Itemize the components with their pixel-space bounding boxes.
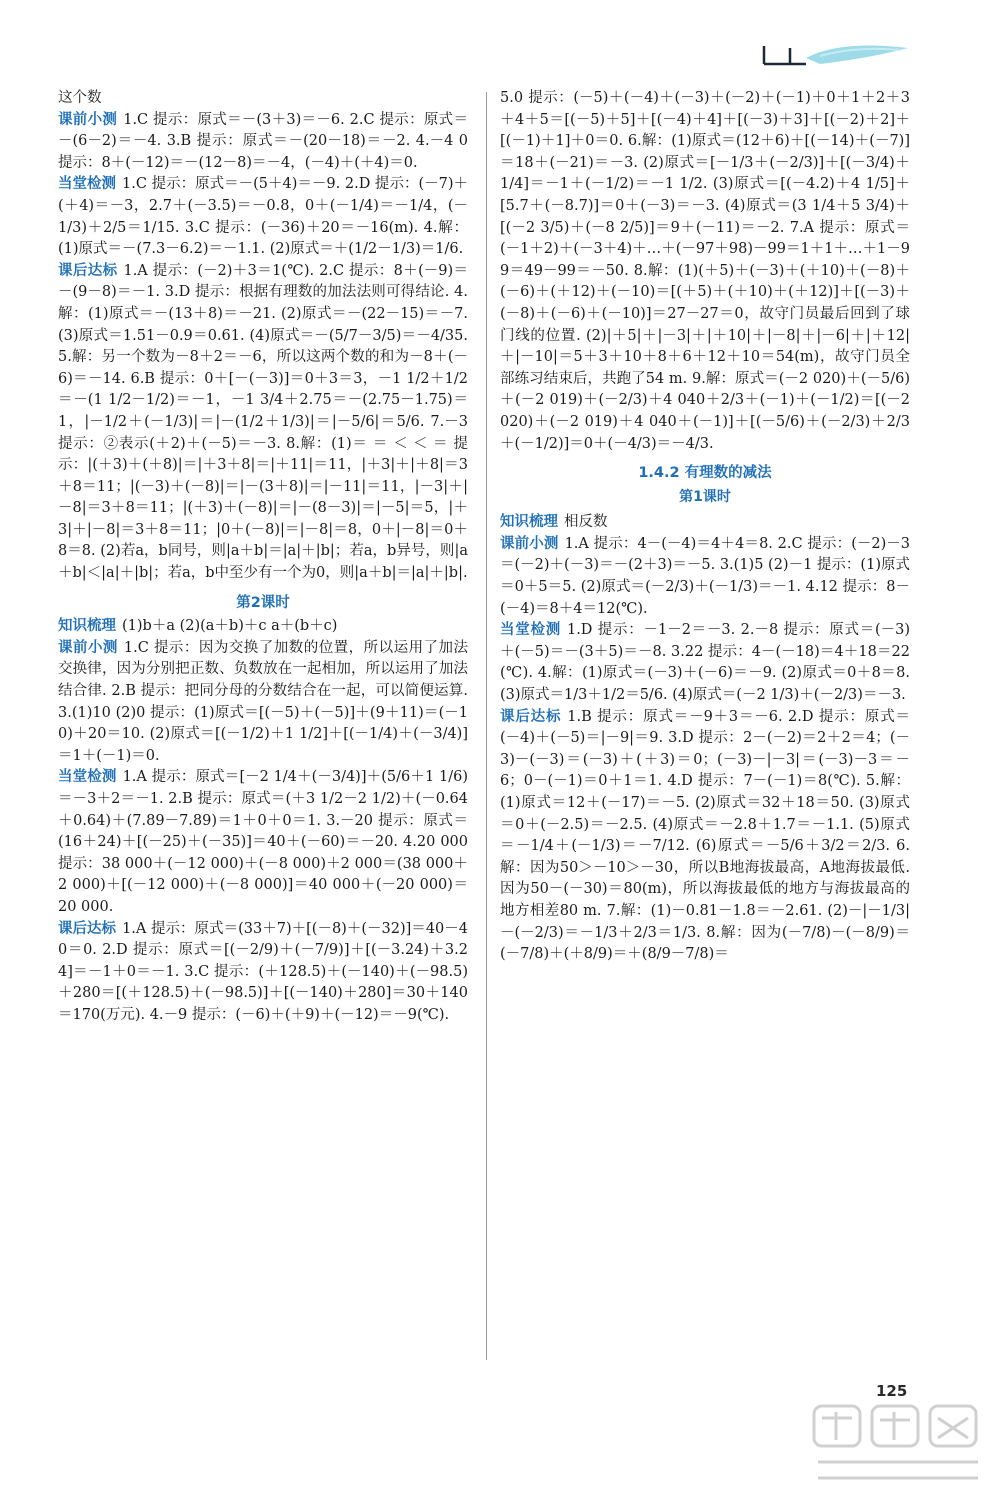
paragraph-text: (1)b＋a (2)(a＋b)＋c a＋(b＋c)	[122, 618, 338, 635]
paragraph-text: 相反数	[564, 514, 608, 531]
paragraph-text: 1.A 提示：原式＝[－2 1/4＋(－3/4)]＋(5/6＋1 1/6)＝－3＋2＝－1. 2.B 提示：原式＝(＋3 1/2－2 1/2)＋(－0.64＋0.64)＋(7.89－7.89)＝1＋0＋0＝1. 3.－20 提示：原式＝(16＋24)＋[(－25)＋(－35)]＝40＋(－60)＝－20. 4.20 000 提示：38 000＋(－12 000)＋(－8 000)＋2 000＝(38 000＋2 000)＋[(－12 000)＋(－8 000)]＝40 000＋(－20 000)＝20 000.	[58, 769, 469, 915]
paragraph-label: 知识梳理	[58, 618, 116, 635]
paragraph-text: 1.B 提示：原式＝－9＋3＝－6. 2.D 提示：原式＝(－4)＋(－5)＝|－9|＝9. 3.D 提示：2－(－2)＝2＋2＝4；(－3)－(－3)＝(－3)＋(＋3)＝0；(－3)－|－3|＝(－3)－3＝－6；0－(－1)＝0＋1＝1. 4.D 提示：7－(－1)＝8(℃). 5.解：(1)原式＝12＋(－17)＝－5. (2)原式＝32＋18＝50. (3)原式＝0＋(－2.5)＝－2.5. (4)原式＝－2.8＋1.7＝－1.1. (5)原式＝－1/4＋(－1/3)＝－7/12. (6)原式＝－5/6＋3/2＝2/3. 6.解：因为50＞－10＞－30，所以B地海拔最高，A地海拔最低. 因为50－(－30)＝80(m)，所以海拔最低的地方与海拔最高的地方相差80 m. 7.解：(1)－0.81－1.8＝－2.61. (2)－|－1/3|－(－2/3)＝－1/3＋2/3＝1/3. 8.解：因为(－7/8)－(－8/9)＝(－7/8)＋(＋8/9)＝＋(8/9－7/8)＝	[500, 708, 911, 963]
answer-paragraph	[58, 174, 468, 260]
paragraph-text: 5.0 提示：(－5)＋(－4)＋(－3)＋(－2)＋(－1)＋0＋1＋2＋3＋4＋5＝[(－5)＋5]＋[(－4)＋4]＋[(－3)＋3]＋[(－2)＋2]＋[(－1)＋1]＋0＝0. 6.解：(1)原式＝(12＋6)＋[(－14)＋(－7)]＝18＋(－21)＝－3. (2)原式＝[－1/3＋(－2/3)]＋[(－3/4)＋1/4]＝－1＋(－1/2)＝－1 1/2. (3)原式＝[(－4.2)＋4 1/5]＋[5.7＋(－8.7)]＝0＋(－3)＝－3. (4)原式＝(3 1/4＋5 3/4)＋[(－2 3/5)＋(－8 2/5)]＝9＋(－11)＝－2. 7.A 提示：原式＝(－1＋2)＋(－3＋4)＋…＋(－97＋98)－99＝1＋1＋…＋1－99＝49－99＝－50. 8.解：(1)(＋5)＋(－3)＋(＋10)＋(－8)＋(－6)＋(＋12)＋(－10)＝[(＋5)＋(＋10)＋(＋12)]＋[(－3)＋(－8)＋(－6)＋(－10)]＝27－27＝0，故守门员最后回到了球门线的位置. (2)|＋5|＋|－3|＋|＋10|＋|－8|＋|－6|＋|＋12|＋|－10|＝5＋3＋10＋8＋6＋12＋10＝54(m)，故守门员全部练习结束后，共跑了54 m. 9.解：原式＝(－2 020)＋(－5/6)＋(－2 019)＋(－2/3)＋4 040＋2/3＋(－1)＋(－1/2)＝[(－2 020)＋(－2 019)＋4 040＋(－1)]＋[(－5/6)＋(－2/3)＋2/3＋(－1/2)]＝0＋(－4/3)＝－4/3.	[500, 90, 910, 452]
page-number: 125	[876, 1382, 908, 1400]
paragraph-label: 课后达标	[58, 920, 117, 937]
answer-paragraph	[500, 88, 910, 455]
paragraph-text: 1.A 提示：原式＝(33＋7)＋[(－8)＋(－32)]＝40－40＝0. 2.D 提示：原式＝[(－2/9)＋(－7/9)]＋[(－3.24)＋3.24]＝－1＋0＝－1. 3.C 提示：(＋128.5)＋(－140)＋(－98.5)＋280＝[(＋128.5)＋(－98.5)]＋[(－140)＋280]＝30＋140＝170(万元). 4.－9 提示：(－6)＋(＋9)＋(－12)＝－9(℃).	[58, 920, 468, 1023]
paragraph-label: 课前小测	[500, 535, 559, 552]
column-divider	[486, 92, 487, 1360]
answer-paragraph	[58, 767, 468, 918]
paragraph-text: 1.A 提示：4－(－4)＝4＋4＝8. 2.C 提示：(－2)－3＝(－2)＋(－3)＝－(2＋3)＝－5. 3.(1)5 (2)－1 提示：(1)原式＝0＋5＝5. (2)原式＝(－2/3)＋(－1/3)＝－1. 4.12 提示：8－(－4)＝8＋4＝12(℃).	[500, 535, 910, 617]
answer-paragraph	[58, 110, 468, 175]
answer-paragraph	[58, 616, 468, 638]
paragraph-text: 1.A 提示：(－2)＋3＝1(℃). 2.C 提示：8＋(－9)＝－(9－8)＝－1. 3.D 提示：根据有理数的加法法则可得结论. 4.解：(1)原式＝－(13＋8)＝－21. (2)原式＝－(22－15)＝－7. (3)原式＝1.51－0.9＝0.61. (4)原式＝－(5/7－3/5)＝－4/35. 5.解：另一个数为－8＋2＝－6，所以这两个数的和为－8＋(－6)＝－14. 6.B 提示：0＋[－(－3)]＝0＋3＝3，－1 1/2＋1/2＝－(1 1/2－1/2)＝－1，－1 3/4＋2.75＝－(2.75－1.75)＝1，|－1/2＋(－1/3)|＝|－(1/2＋1/3)|＝|－5/6|＝5/6. 7.－3 提示：②表示(＋2)＋(－5)＝－3. 8.解：(1)＝ ＝ ＜ ＜ ＝ 提示：|(＋3)＋(＋8)|＝|＋3＋8|＝|＋11|＝11，|＋3|＋|＋8|＝3＋8＝11；|(－3)＋(－8)|＝|－(3＋8)|＝|－11|＝11，|－3|＋|－8|＝3＋8＝11；|(＋3)＋(－8)|＝|－(8－3)|＝|－5|＝5，|＋3|＋|－8|＝3＋8＝11；|0＋(－8)|＝|－8|＝8，0＋|－8|＝0＋8＝8. (2)若a，b同号，则|a＋b|＝|a|＋|b|；若a，b异号，则|a＋b|＜|a|＋|b|；若a，b中至少有一个为0，则|a＋b|＝|a|＋|b|.	[58, 262, 468, 582]
paragraph-text: 1.D 提示：－1－2＝－3. 2.－8 提示：原式＝(－3)＋(－5)＝－(3＋5)＝－8. 3.22 提示：4－(－18)＝4＋18＝22(℃). 4.解：(1)原式＝(－3)＋(－6)＝－9. (2)原式＝0＋8＝8. (3)原式＝1/3＋1/2＝5/6. (4)原式＝(－2 1/3)＋(－2/3)＝－3.	[500, 622, 911, 704]
answer-paragraph	[58, 638, 468, 768]
answer-paragraph	[500, 512, 910, 534]
right-column	[500, 88, 910, 966]
paragraph-label: 课后达标	[500, 708, 562, 725]
paragraph-text: 1.C 提示：原式＝－(3＋3)＝－6. 2.C 提示：原式＝－(6－2)＝－4. 3.B 提示：原式＝－(20－18)＝－2. 4.－4 0 提示：8＋(－12)＝－(12－8)＝－4，(－4)＋(＋4)＝0.	[58, 111, 468, 171]
paragraph-label: 课前小测	[58, 639, 118, 656]
paragraph-label: 课前小测	[58, 111, 118, 128]
paragraph-label: 当堂检测	[58, 176, 117, 193]
paragraph-label: 当堂检测	[500, 622, 561, 639]
paragraph-text: 1.C 提示：因为交换了加数的位置，所以运用了加法交换律，因为分别把正数、负数放在一起相加，所以运用了加法结合律. 2.B 提示：把同分母的分数结合在一起，可以简便运算. 3.(1)10 (2)0 提示：(1)原式＝[(－5)＋(－5)]＋(9＋11)＝(－10)＋20＝10. (2)原式＝[(－1/2)＋1 1/2]＋[(－1/4)＋(－3/4)]＝1＋(－1)＝0.	[58, 639, 468, 764]
paragraph-label: 知识梳理	[500, 514, 558, 531]
answer-paragraph	[500, 707, 910, 966]
answer-paragraph	[58, 261, 468, 585]
paragraph-text: 1.C 提示：原式＝－(5＋4)＝－9. 2.D 提示：(－7)＋(＋4)＝－3，2.7＋(－3.5)＝－0.8，0＋(－1/4)＝－1/4，(－1/3)＋2/5＝1/15. 3.C 提示：(－36)＋20＝－16(m). 4.解：(1)原式＝－(7.3－6.2)＝－1.1. (2)原式＝＋(1/2－1/3)＝1/6.	[58, 176, 468, 258]
section-heading: 第2课时	[236, 594, 290, 611]
left-column	[58, 88, 468, 1027]
paragraph-text: 这个数	[58, 90, 102, 106]
answer-paragraph	[500, 620, 910, 706]
paragraph-label: 课后达标	[58, 262, 118, 279]
answer-paragraph	[500, 534, 910, 620]
answer-paragraph	[58, 88, 468, 110]
corner-decoration-icon	[760, 38, 910, 72]
answer-stamp-watermark-icon	[808, 1398, 988, 1486]
paragraph-label: 当堂检测	[58, 769, 117, 786]
answer-paragraph	[58, 919, 468, 1027]
subsection-heading: 第1课时	[679, 488, 731, 505]
section-heading: 1.4.2 有理数的减法	[638, 465, 772, 482]
